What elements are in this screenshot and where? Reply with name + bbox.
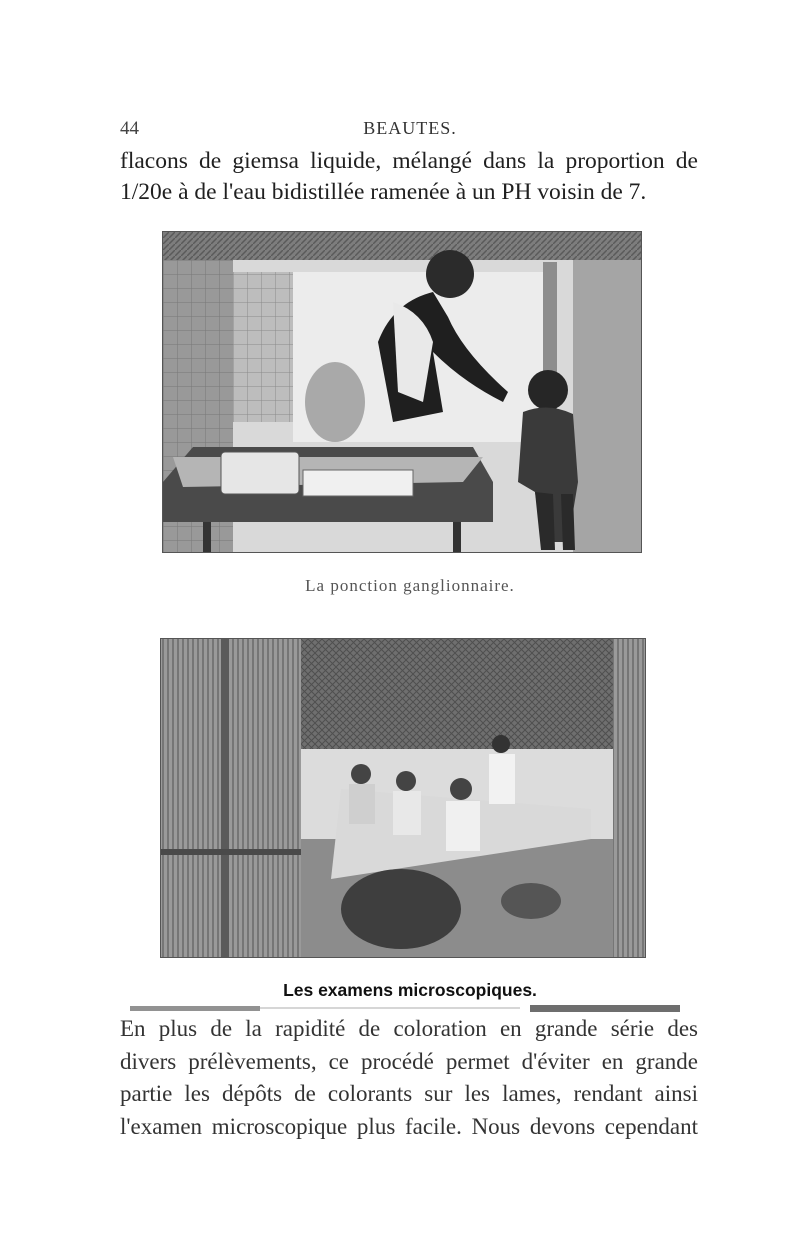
photo-microscope-exams xyxy=(160,638,646,958)
photo-microscope-exams-image xyxy=(161,639,645,957)
text-line: 1/20e à de l'eau bidistillée ramenée à un PH voisin de 7. xyxy=(120,179,647,205)
decorative-rule-image xyxy=(130,1004,680,1013)
page-number: 44 xyxy=(120,118,139,139)
text-line: En plus de la rapidité de coloration en grande série des xyxy=(120,1016,698,1041)
photo-lymph-node-puncture-image xyxy=(163,232,641,552)
running-head xyxy=(120,118,700,142)
paragraph-top xyxy=(120,146,698,208)
decorative-rule xyxy=(130,1004,680,1013)
text-line: flacons de giemsa liquide, mélangé dans la proportion de xyxy=(120,148,698,174)
text-line: divers prélèvements, ce procédé permet d'éviter en grande xyxy=(120,1048,698,1074)
running-title: BEAUTES. xyxy=(363,118,457,138)
paragraph-bottom xyxy=(120,1013,698,1143)
figure-caption-2: Les examens microscopiques. xyxy=(283,980,537,1000)
text-line: partie les dépôts de colorants sur les lames, rendant ainsi xyxy=(120,1081,698,1106)
text-line: l'examen microscopique plus facile. Nous devons cependant xyxy=(120,1113,698,1139)
photo-lymph-node-puncture xyxy=(162,231,642,553)
figure-caption-1: La ponction ganglionnaire. xyxy=(305,576,515,595)
